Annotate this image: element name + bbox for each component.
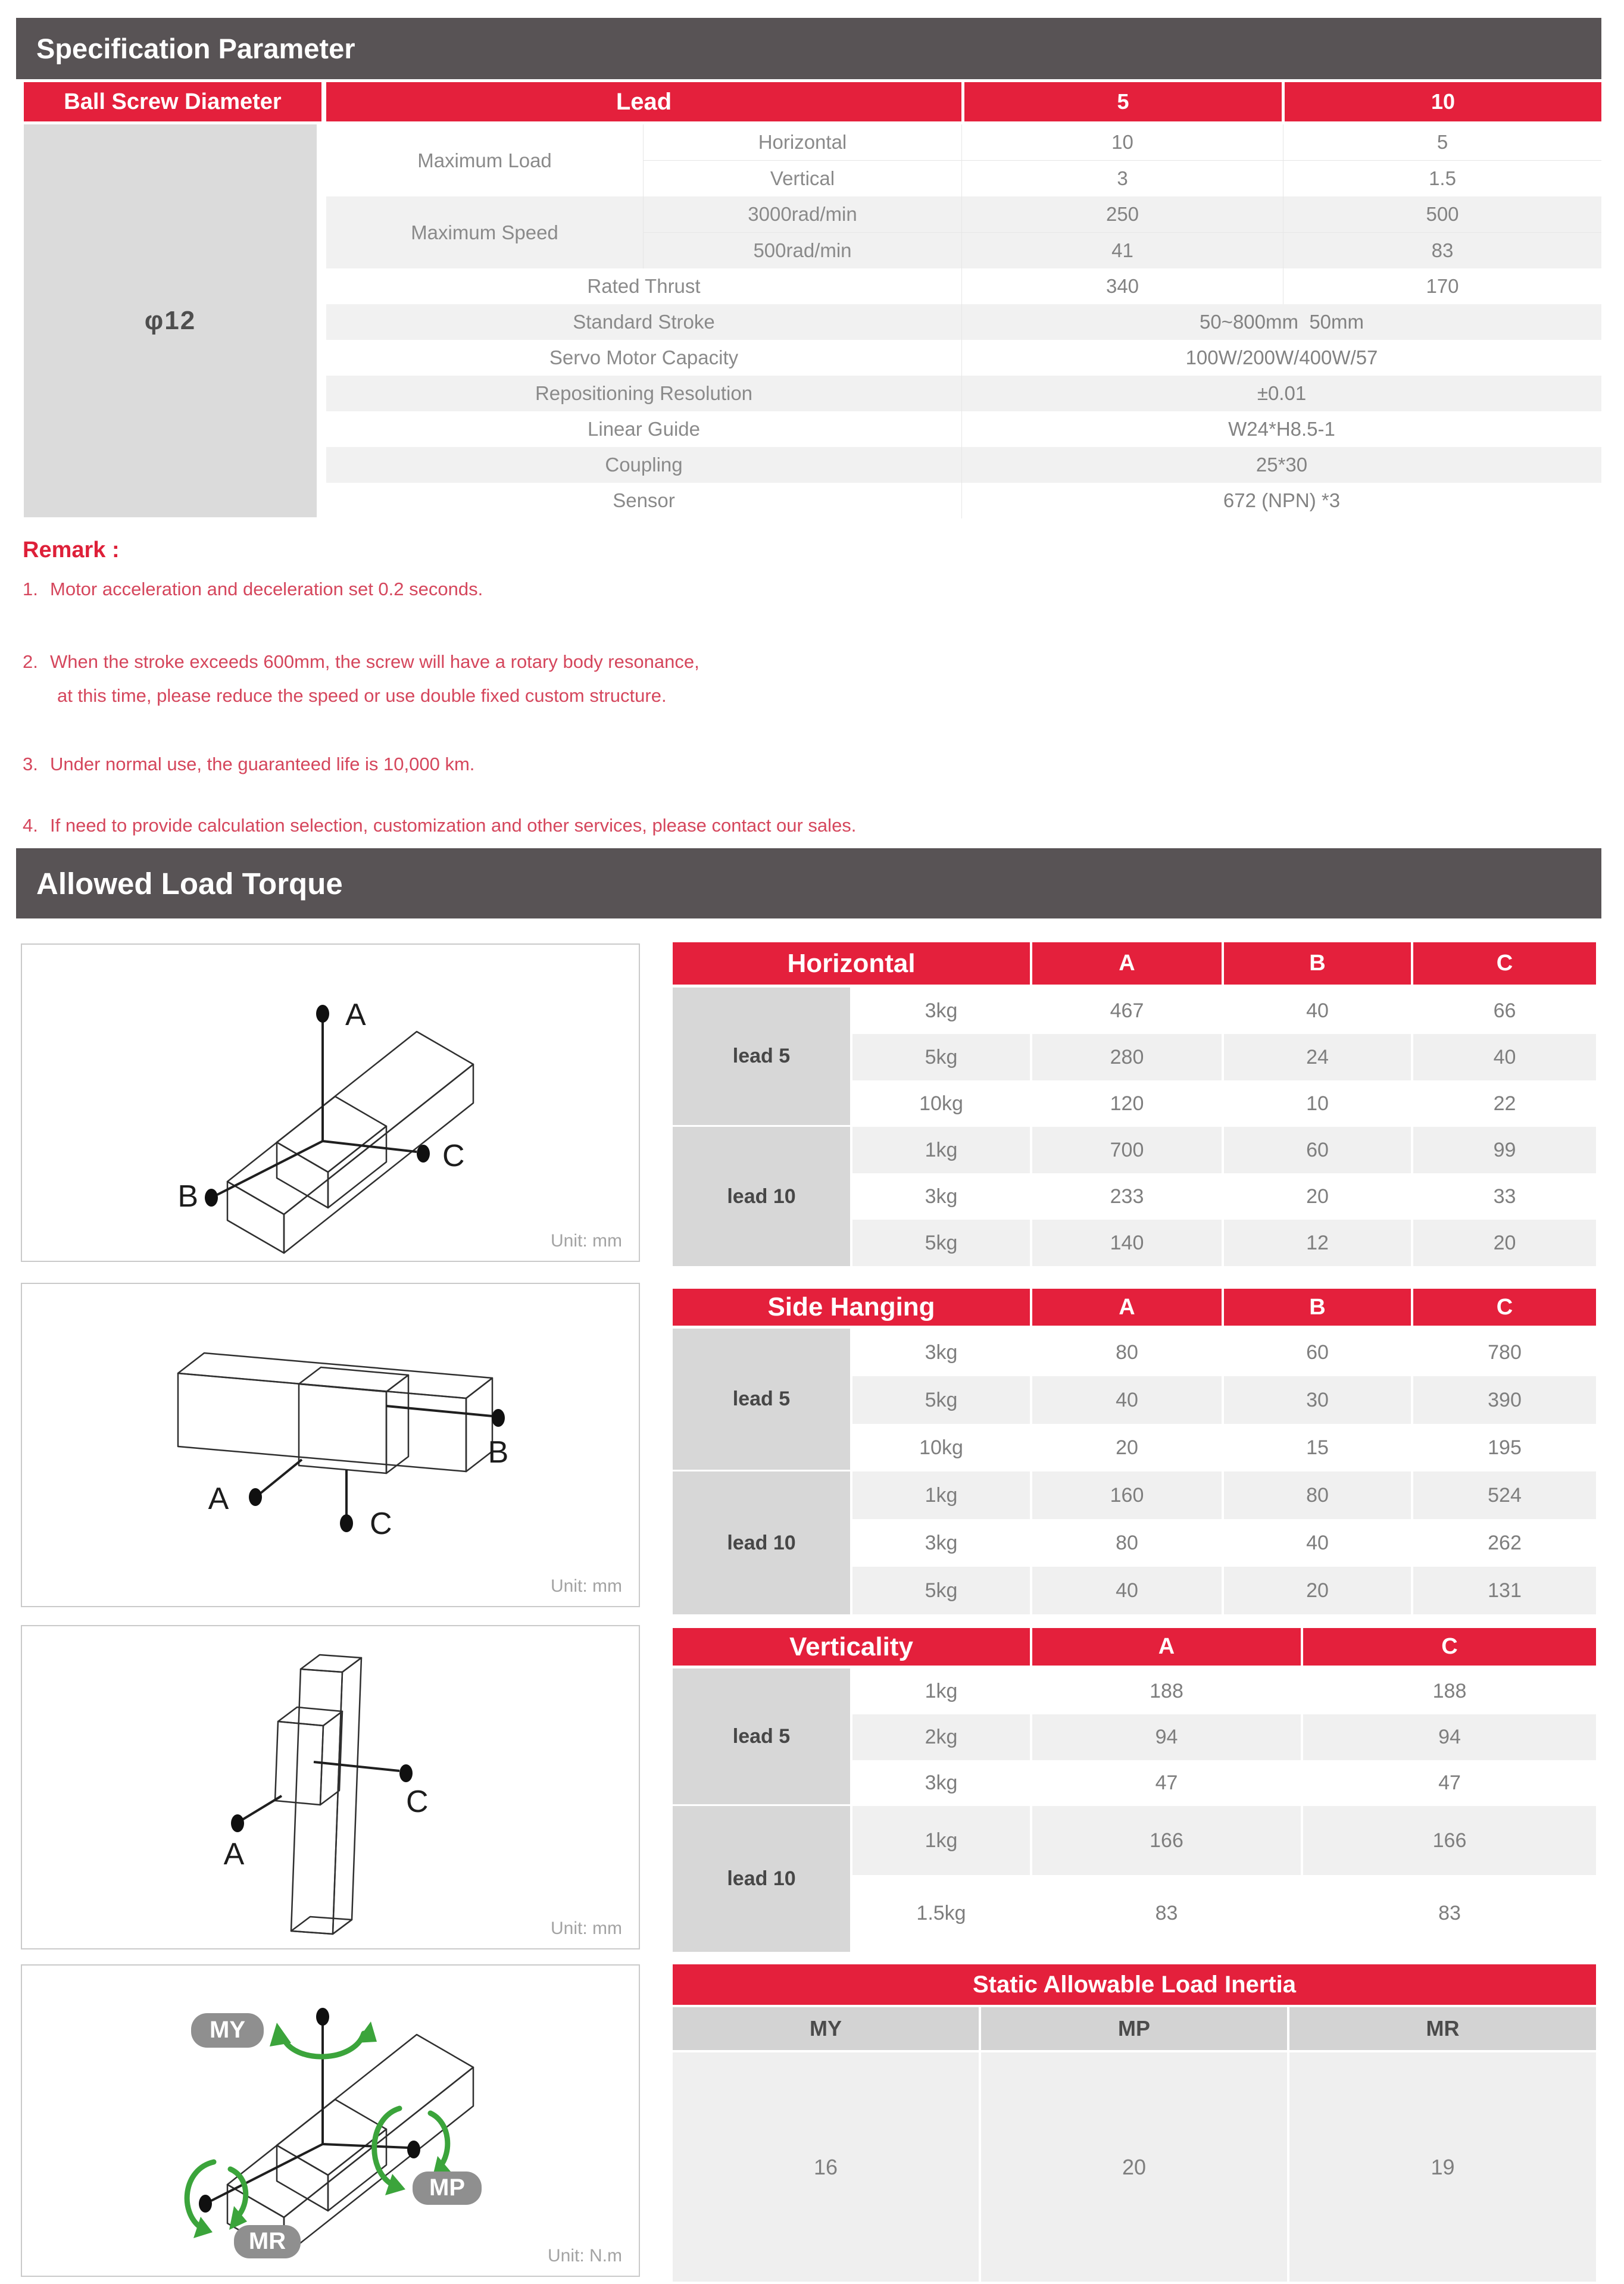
mp-pill-label: MP [429, 2174, 465, 2201]
max-speed-500-v10: 83 [1283, 233, 1601, 268]
my-column-header: MY [673, 2007, 979, 2050]
lead5-cell: lead 5 [673, 1669, 850, 1806]
linear-guide-value: W24*H8.5-1 [961, 411, 1601, 447]
cell-c: 33 [1413, 1173, 1596, 1220]
max-speed-3000-label: 3000rad/min [643, 196, 961, 232]
mr-column-header: MR [1289, 2007, 1596, 2050]
col-c-header: C [1303, 1628, 1596, 1666]
max-speed-3000-v5: 250 [961, 196, 1283, 232]
cell-a: 47 [1032, 1760, 1301, 1806]
axis-c-dot [417, 1145, 430, 1163]
standard-stroke-value: 50~800mm 50mm [961, 304, 1601, 340]
mr-pill-label: MR [248, 2228, 286, 2254]
cell-a: 700 [1032, 1127, 1222, 1173]
cell-b: 12 [1224, 1220, 1411, 1266]
remark-title: Remark : [23, 538, 120, 563]
linear-guide-label: Linear Guide [588, 418, 700, 440]
spec-body [24, 124, 1601, 517]
cell-a: 20 [1032, 1424, 1222, 1471]
cell-c: 99 [1413, 1127, 1596, 1173]
section-title-torque: Allowed Load Torque [36, 866, 343, 901]
cell-kg: 3kg [852, 1173, 1030, 1220]
mr-rotation-arrow [187, 2162, 247, 2238]
axis-a-label: A [208, 1482, 229, 1516]
max-load-subrows [643, 124, 1601, 196]
cell-c: 22 [1413, 1080, 1596, 1127]
axis-c-dot [340, 1514, 353, 1532]
cell-b: 10 [1224, 1080, 1411, 1127]
axis-lines [205, 1005, 430, 1207]
servo-motor-row [326, 340, 1601, 376]
axis-c-dot [399, 1764, 413, 1782]
rated-thrust-label: Rated Thrust [587, 275, 701, 297]
standard-stroke-label: Standard Stroke [573, 311, 715, 333]
table-row [643, 196, 1601, 232]
cell-kg: 3kg [852, 1329, 1030, 1376]
carriage-block [277, 1096, 386, 1208]
cell-c: 390 [1413, 1376, 1596, 1424]
coupling-label: Coupling [605, 454, 683, 476]
axis-a-label: A [223, 1837, 245, 1871]
axis-c-label: C [406, 1785, 429, 1819]
col-a-header: A [1032, 1289, 1222, 1326]
remark-item-4 [23, 808, 856, 842]
static-inertia-header [673, 1964, 1596, 2005]
max-speed-3000-v10: 500 [1283, 196, 1601, 232]
servo-motor-value: 100W/200W/400W/57 [961, 340, 1601, 376]
cell-c: 131 [1413, 1567, 1596, 1614]
table-row [643, 160, 1601, 196]
remark-item-1-number: 1. [23, 579, 38, 599]
vertical-mount-drawing [22, 1626, 639, 1948]
horizontal-table-body [673, 988, 1596, 1266]
coupling-value: 25*30 [961, 447, 1601, 483]
ball-screw-diameter-value: φ12 [24, 124, 317, 517]
cell-kg: 1.5kg [852, 1875, 1030, 1952]
spec-rows [326, 124, 1601, 518]
mp-value: 20 [981, 2052, 1287, 2282]
spec-header-row [24, 82, 1601, 121]
cell-kg: 10kg [852, 1080, 1030, 1127]
axis-b-label: B [488, 1435, 509, 1470]
cell-b: 20 [1224, 1173, 1411, 1220]
side-hanging-table-body [673, 1329, 1596, 1614]
cell-a: 467 [1032, 988, 1222, 1034]
header-lead-5: 5 [964, 82, 1282, 121]
remark-section [23, 538, 1600, 841]
cell-c: 262 [1413, 1519, 1596, 1567]
cell-c: 195 [1413, 1424, 1596, 1471]
diagram-side-hanging-mount [21, 1283, 640, 1607]
cell-c: 83 [1303, 1875, 1596, 1952]
col-b-header: B [1224, 1289, 1411, 1326]
cell-a: 94 [1032, 1714, 1301, 1760]
cell-c: 66 [1413, 988, 1596, 1034]
axis-a-dot [249, 1488, 262, 1506]
remark-item-2-line-1: When the stroke exceeds 600mm, the screw will have a rotary body resonance, [50, 651, 699, 672]
cell-b: 40 [1224, 1519, 1411, 1567]
side-hanging-table-header [673, 1289, 1596, 1326]
cell-kg: 1kg [852, 1669, 1030, 1714]
cell-a: 120 [1032, 1080, 1222, 1127]
lead5-cell: lead 5 [673, 988, 850, 1127]
sensor-value: 672 (NPN) *3 [961, 483, 1601, 518]
max-load-vertical-v10: 1.5 [1283, 161, 1601, 196]
cell-kg: 5kg [852, 1034, 1030, 1080]
my-pill-label: MY [210, 2017, 245, 2043]
max-load-vertical-v5: 3 [961, 161, 1283, 196]
table-row [643, 232, 1601, 268]
remark-item-3-text: Under normal use, the guaranteed life is 10,000 km. [50, 754, 475, 774]
horizontal-torque-table [673, 942, 1596, 1266]
remark-item-4-text: If need to provide calculation selection, customization and other services, please contact our sales. [50, 815, 857, 836]
cell-b: 80 [1224, 1471, 1411, 1519]
mr-value: 19 [1289, 2052, 1596, 2282]
lead10-cell: lead 10 [673, 1806, 850, 1952]
max-load-horizontal-v5: 10 [961, 124, 1283, 160]
cell-b: 15 [1224, 1424, 1411, 1471]
diagram-static-load-inertia [21, 1964, 640, 2277]
cell-kg: 1kg [852, 1806, 1030, 1875]
cell-kg: 10kg [852, 1424, 1030, 1471]
cell-b: 24 [1224, 1034, 1411, 1080]
side-hanging-torque-table [673, 1289, 1596, 1614]
rated-thrust-v10: 170 [1283, 268, 1601, 304]
axis-b-dot [492, 1409, 505, 1427]
remark-item-2-line-2: at this time, please reduce the speed or use double fixed custom structure. [57, 685, 667, 706]
carriage-block [275, 1707, 342, 1805]
horizontal-title: Horizontal [673, 942, 1030, 985]
axis-b-label: B [177, 1179, 198, 1214]
mp-axis-dot [407, 2141, 420, 2158]
cell-kg: 1kg [852, 1471, 1030, 1519]
cell-b: 40 [1224, 988, 1411, 1034]
max-speed-subrows [643, 196, 1601, 268]
actuator-rail [227, 1032, 473, 1253]
remark-item-3-number: 3. [23, 754, 38, 774]
diagram-vertical-mount [21, 1625, 640, 1949]
remark-item-4-number: 4. [23, 815, 38, 836]
axis-a-label: A [345, 998, 366, 1032]
axis-a-dot [231, 1814, 244, 1832]
static-inertia-title: Static Allowable Load Inertia [673, 1964, 1596, 2005]
repositioning-label: Repositioning Resolution [535, 382, 753, 404]
cell-kg: 5kg [852, 1376, 1030, 1424]
verticality-table-body [673, 1669, 1596, 1952]
cell-a: 233 [1032, 1173, 1222, 1220]
axis-a-dot [316, 1005, 329, 1023]
max-load-horizontal-v10: 5 [1283, 124, 1601, 160]
section-title-specification: Specification Parameter [36, 33, 355, 64]
verticality-torque-table [673, 1628, 1596, 1952]
lead10-cell: lead 10 [673, 1127, 850, 1266]
header-ball-screw-diameter: Ball Screw Diameter [24, 82, 321, 121]
cell-kg: 5kg [852, 1567, 1030, 1614]
axis-c-label: C [370, 1507, 392, 1541]
my-value: 16 [673, 2052, 979, 2282]
max-load-horizontal-label: Horizontal [643, 124, 961, 160]
lead10-cell: lead 10 [673, 1471, 850, 1614]
horizontal-mount-drawing [22, 945, 639, 1261]
cell-a: 80 [1032, 1519, 1222, 1567]
mr-axis-dot [199, 2195, 212, 2213]
max-speed-label: Maximum Speed [411, 221, 558, 243]
cell-kg: 3kg [852, 1519, 1030, 1567]
cell-b: 20 [1224, 1567, 1411, 1614]
cell-b: 60 [1224, 1127, 1411, 1173]
max-load-vertical-label: Vertical [643, 161, 961, 196]
cell-a: 80 [1032, 1329, 1222, 1376]
section-bar-allowed-load-torque [16, 848, 1601, 918]
cell-kg: 1kg [852, 1127, 1030, 1173]
lead5-cell: lead 5 [673, 1329, 850, 1471]
cell-kg: 3kg [852, 988, 1030, 1034]
unit-label: Unit: mm [551, 1919, 622, 1938]
coupling-row [326, 447, 1601, 483]
remark-item-2-text [50, 645, 699, 713]
max-speed-500-v5: 41 [961, 233, 1283, 268]
side-hanging-title: Side Hanging [673, 1289, 1030, 1326]
cell-a: 166 [1032, 1806, 1301, 1875]
sensor-label: Sensor [613, 489, 675, 511]
unit-label: Unit: N.m [547, 2246, 622, 2266]
linear-guide-row [326, 411, 1601, 447]
cell-c: 20 [1413, 1220, 1596, 1266]
remark-item-1-text: Motor acceleration and deceleration set 0.2 seconds. [50, 579, 483, 599]
max-speed-group [326, 196, 1601, 268]
cell-c: 94 [1303, 1714, 1596, 1760]
col-a-header: A [1032, 1628, 1301, 1666]
col-a-header: A [1032, 942, 1222, 985]
cell-b: 60 [1224, 1329, 1411, 1376]
max-load-label: Maximum Load [417, 149, 552, 171]
cell-a: 188 [1032, 1669, 1301, 1714]
cell-a: 40 [1032, 1567, 1222, 1614]
mp-column-header: MP [981, 2007, 1287, 2050]
standard-stroke-row [326, 304, 1601, 340]
cell-c: 166 [1303, 1806, 1596, 1875]
my-axis-dot [316, 2008, 329, 2026]
rated-thrust-row [326, 268, 1601, 304]
max-speed-500-label: 500rad/min [643, 233, 961, 268]
cell-kg: 2kg [852, 1714, 1030, 1760]
cell-a: 160 [1032, 1471, 1222, 1519]
max-load-group [326, 124, 1601, 196]
header-lead: Lead [326, 82, 961, 121]
cell-c: 524 [1413, 1471, 1596, 1519]
cell-c: 780 [1413, 1329, 1596, 1376]
remark-item-2 [23, 645, 699, 713]
horizontal-table-header [673, 942, 1596, 985]
remark-item-3 [23, 747, 474, 781]
remark-item-1 [23, 572, 483, 606]
header-lead-10: 10 [1285, 82, 1601, 121]
col-c-header: C [1413, 1289, 1596, 1326]
cell-a: 83 [1032, 1875, 1301, 1952]
unit-label: Unit: mm [551, 1231, 622, 1251]
table-row [643, 124, 1601, 160]
cell-a: 140 [1032, 1220, 1222, 1266]
diagram-horizontal-mount [21, 943, 640, 1262]
cell-a: 40 [1032, 1376, 1222, 1424]
unit-label: Unit: mm [551, 1576, 622, 1596]
cell-c: 47 [1303, 1760, 1596, 1806]
cell-kg: 3kg [852, 1760, 1030, 1806]
section-bar-specification [16, 18, 1601, 79]
cell-c: 188 [1303, 1669, 1596, 1714]
servo-motor-label: Servo Motor Capacity [549, 346, 739, 368]
verticality-title: Verticality [673, 1628, 1030, 1666]
verticality-table-header [673, 1628, 1596, 1666]
axis-c-label: C [442, 1139, 465, 1173]
cell-a: 280 [1032, 1034, 1222, 1080]
static-inertia-drawing [22, 1966, 639, 2276]
side-hanging-drawing [22, 1284, 639, 1606]
repositioning-value: ±0.01 [961, 376, 1601, 411]
cell-kg: 5kg [852, 1220, 1030, 1266]
carriage-block [277, 2099, 386, 2211]
actuator-rail [291, 1655, 361, 1934]
carriage-block [299, 1367, 408, 1473]
static-inertia-subheader [673, 2007, 1596, 2050]
cell-c: 40 [1413, 1034, 1596, 1080]
col-b-header: B [1224, 942, 1411, 985]
remark-item-2-number: 2. [23, 651, 38, 672]
specification-table [24, 82, 1601, 517]
cell-b: 30 [1224, 1376, 1411, 1424]
static-inertia-values [673, 2052, 1596, 2282]
repositioning-row [326, 376, 1601, 411]
col-c-header: C [1413, 942, 1596, 985]
axis-b-dot [205, 1189, 218, 1207]
rated-thrust-v5: 340 [961, 268, 1283, 304]
static-inertia-table [673, 1964, 1596, 2282]
sensor-row [326, 483, 1601, 518]
